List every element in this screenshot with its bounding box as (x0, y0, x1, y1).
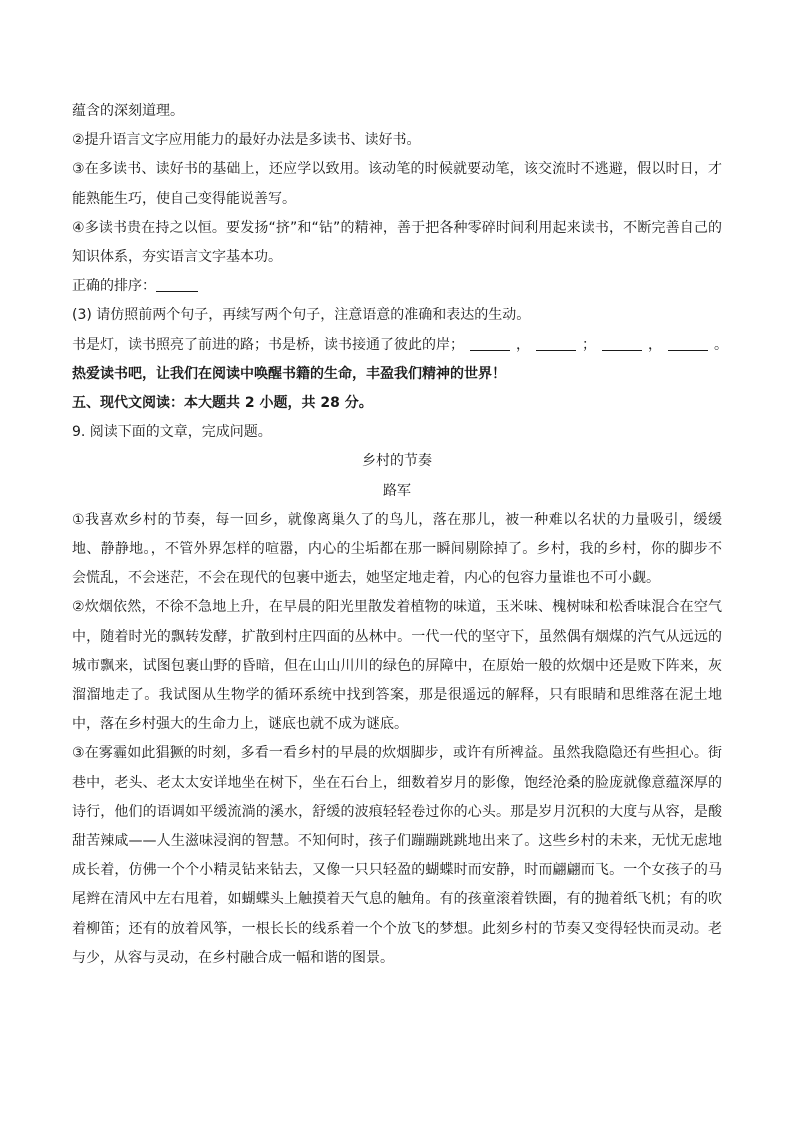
document-page (72, 97, 728, 973)
article-title: 乡村的节奏 (362, 453, 432, 470)
article-paragraph-1: ①我喜欢乡村的节奏，每一回乡，就像离巢久了的鸟儿，落在那儿，被一种难以名状的力量吸引，缓缓地、静静地。，不管外界怎样的喧嚣，内心的尘垢都在那一瞬间剔除掉了。乡村，我的乡村，你的脚步不会慌乱，不会迷茫，不会在现代的包裹中逝去，她坚定地走着，内心的包容力量谁也不可小觑。 (72, 511, 722, 587)
order-answer-line (72, 272, 722, 301)
separator-comma-2: ， (648, 336, 662, 353)
imitation-sentence-line (72, 331, 728, 360)
order-answer-blank[interactable] (156, 276, 198, 292)
answer-blank-2[interactable] (536, 335, 576, 351)
paragraph-continuation: 蕴含的深刻道理。 (72, 103, 184, 119)
answer-blank-1[interactable] (470, 335, 510, 351)
option-item-2: ②提升语言文字应用能力的最好办法是多读书、读好书。 (72, 132, 421, 149)
imitation-sentence-text: 书是灯，读书照亮了前进的路；书是桥，读书接通了彼此的岸； (72, 336, 464, 353)
option-item-4: ④多读书贵在持之以恒。要发扬“挤”和“钻”的精神，善于把各种零碎时间利用起来读书，不断完善自己的知识体系，夯实语言文字基本功。 (72, 219, 722, 266)
answer-blank-3[interactable] (602, 335, 642, 351)
article-author: 路军 (383, 482, 411, 499)
answer-blank-4[interactable] (668, 335, 708, 351)
question-3-prompt: (3) 请仿照前两个句子，再续写两个句子，注意语意的准确和表达的生动。 (72, 307, 531, 324)
question-9-prompt: 9. 阅读下面的文章，完成问题。 (72, 424, 272, 441)
article-paragraph-2: ②炊烟依然，不徐不急地上升，在早晨的阳光里散发着植物的味道，玉米味、槐树味和松香味混合在空气中，随着时光的飘转发酵，扩散到村庄四面的丛林中。一代一代的坚守下，虽然偶有烟煤的汽气从远远的城市飘来，试图包裹山野的昏暗，但在山山川川的绿色的屏障中，在原始一般的炊烟中还是败下阵来，灰溜溜地走了。我试图从生物学的循环系统中找到答案，那是很遥远的解释，只有眼睛和思维落在泥土地中，落在乡村强大的生命力上，谜底也就不成为谜底。 (72, 599, 722, 733)
separator-comma-1: ， (516, 336, 530, 353)
closing-sentence: 热爱读书吧，让我们在阅读中唤醒书籍的生命，丰盈我们精神的世界！ (72, 365, 506, 382)
section-heading: 五、现代文阅读：本大题共 2 小题，共 28 分。 (72, 395, 373, 412)
separator-semicolon: ； (582, 336, 596, 353)
sentence-end: 。 (714, 336, 728, 353)
option-item-3: ③在多读书、读好书的基础上，还应学以致用。该动笔的时候就要动笔，该交流时不逃避，假以时日，才能熟能生巧，使自己变得能说善写。 (72, 161, 722, 207)
order-label: 正确的排序： (72, 278, 156, 295)
article-paragraph-3: ③在雾霾如此猖獗的时刻，多看一看乡村的早晨的炊烟脚步，或许有所裨益。虽然我隐隐还有些担心。街巷中，老头、老太太安详地坐在树下，坐在石台上，细数着岁月的影像，饱经沧桑的脸庞就像意蕴深厚的诗行，他们的语调如平缓流淌的溪水，舒缓的波痕轻轻卷过你的心头。那是岁月沉积的大度与从容，是酸甜苦辣咸——人生滋味浸润的智慧。不知何时，孩子们蹦蹦跳跳地出来了。这些乡村的未来，无忧无虑地成长着，仿佛一个个小精灵钻来钻去，又像一只只轻盈的蝴蝶时而安静，时而翩翩而飞。一个女孩子的马尾辫在清风中左右甩着，如蝴蝶头上触摸着天气息的触角。有的孩童滚着铁圈，有的抛着纸飞机；有的吹着柳笛；还有的放着风筝，一根长长的线系着一个个放飞的梦想。此刻乡村的节奏又变得轻快而灵动。老与少，从容与灵动，在乡村融合成一幅和谐的图景。 (72, 745, 722, 966)
